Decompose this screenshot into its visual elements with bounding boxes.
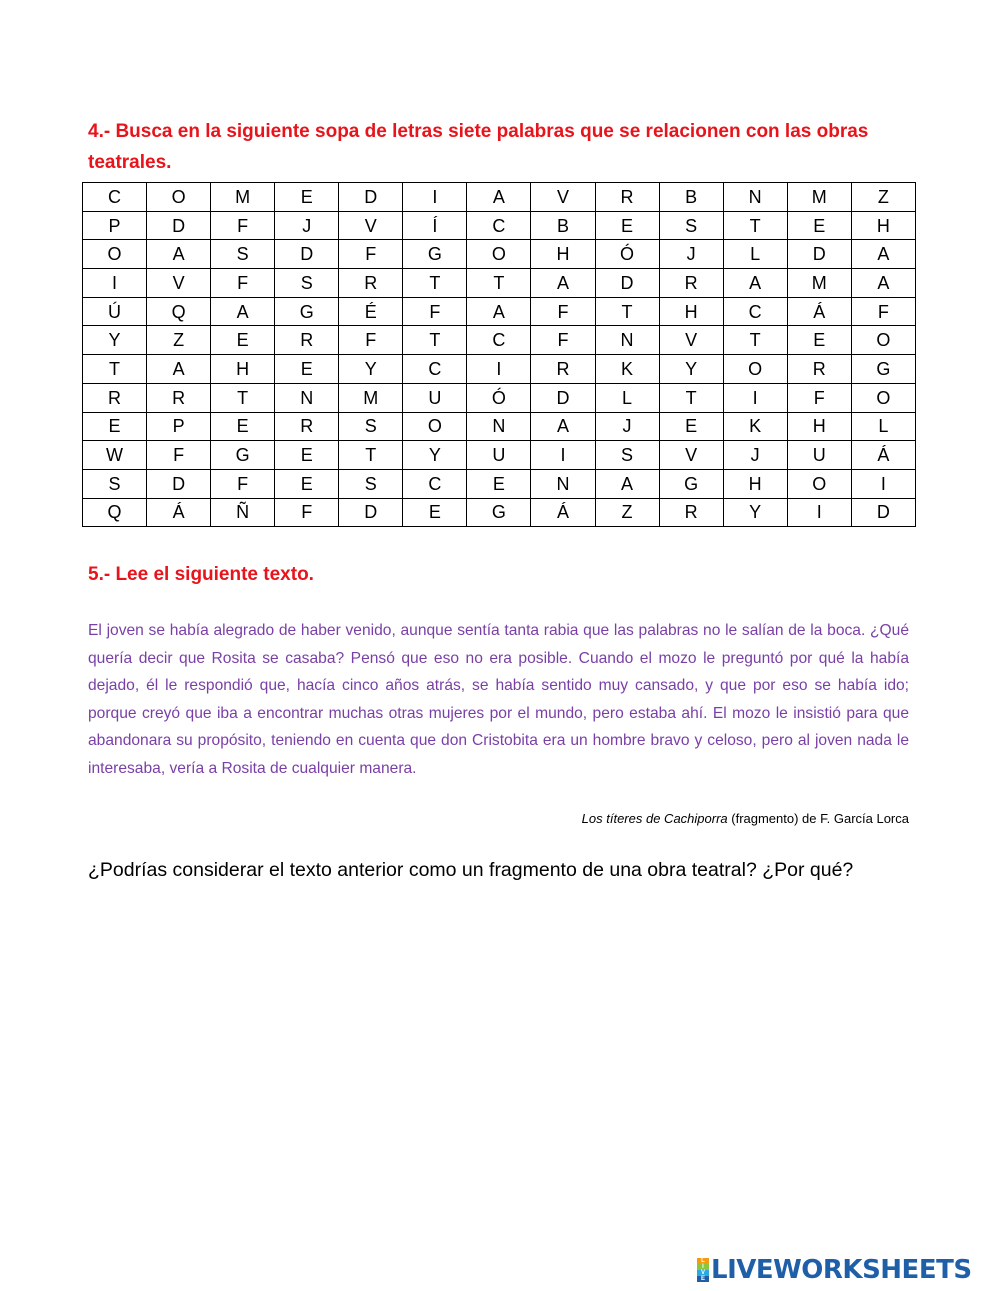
grid-cell: A xyxy=(211,297,275,326)
logo-letter: L xyxy=(697,1258,709,1264)
grid-cell: E xyxy=(83,412,147,441)
grid-cell: R xyxy=(147,383,211,412)
grid-cell: F xyxy=(275,498,339,527)
grid-cell: G xyxy=(211,441,275,470)
grid-cell: I xyxy=(787,498,851,527)
liveworksheets-brand xyxy=(697,1255,972,1285)
grid-cell: E xyxy=(403,498,467,527)
grid-cell: Á xyxy=(531,498,595,527)
grid-cell: I xyxy=(723,383,787,412)
grid-cell: F xyxy=(531,297,595,326)
grid-cell: Á xyxy=(787,297,851,326)
grid-cell: U xyxy=(787,441,851,470)
grid-cell: D xyxy=(851,498,915,527)
grid-cell: E xyxy=(595,211,659,240)
grid-cell: V xyxy=(339,211,403,240)
grid-cell: D xyxy=(339,183,403,212)
grid-row xyxy=(83,412,916,441)
grid-cell: E xyxy=(659,412,723,441)
liveworksheets-logo-icon xyxy=(697,1258,709,1282)
grid-cell: G xyxy=(403,240,467,269)
grid-cell: F xyxy=(211,269,275,298)
grid-cell: F xyxy=(147,441,211,470)
grid-cell: I xyxy=(851,469,915,498)
grid-cell: J xyxy=(659,240,723,269)
grid-row xyxy=(83,355,916,384)
grid-cell: A xyxy=(531,412,595,441)
grid-cell: J xyxy=(723,441,787,470)
grid-cell: I xyxy=(403,183,467,212)
grid-cell: R xyxy=(659,269,723,298)
grid-cell: B xyxy=(659,183,723,212)
grid-cell: É xyxy=(339,297,403,326)
question-text: ¿Podrías considerar el texto anterior como un fragmento de una obra teatral? ¿Por qué? xyxy=(88,859,854,881)
grid-cell: Ó xyxy=(467,383,531,412)
grid-cell: E xyxy=(275,355,339,384)
grid-cell: S xyxy=(339,469,403,498)
grid-cell: Y xyxy=(83,326,147,355)
grid-cell: A xyxy=(147,240,211,269)
grid-cell: L xyxy=(723,240,787,269)
brand-text: LIVEWORKSHEETS xyxy=(711,1255,972,1285)
grid-row xyxy=(83,269,916,298)
grid-row xyxy=(83,211,916,240)
reading-passage: El joven se había alegrado de haber venido, aunque sentía tanta rabia que las palabras no le salían de la boca. ¿Qué quería decir que Rosita se casaba? Pensó que eso no era posible. Cuando el mozo le preguntó por qué la había dejado, él le respondió que, hacía cinco años atrás, se había sentido muy cansado, y que por eso se había ido; porque creyó que iba a encontrar muchas otras mujeres por el mundo, pero estaba ahí. El mozo le insistió para que abandonara su propósito, teniendo en cuenta que don Cristobita era un hombre bravo y celoso, pero al joven nada le interesaba, vería a Rosita de cualquier manera. xyxy=(88,622,909,777)
grid-cell: F xyxy=(211,211,275,240)
grid-cell: D xyxy=(787,240,851,269)
grid-cell: R xyxy=(595,183,659,212)
grid-cell: Y xyxy=(659,355,723,384)
grid-cell: S xyxy=(339,412,403,441)
grid-cell: H xyxy=(723,469,787,498)
grid-cell: E xyxy=(211,326,275,355)
grid-cell: Á xyxy=(147,498,211,527)
grid-cell: G xyxy=(467,498,531,527)
grid-cell: R xyxy=(275,412,339,441)
grid-cell: Í xyxy=(403,211,467,240)
grid-cell: O xyxy=(467,240,531,269)
grid-cell: C xyxy=(723,297,787,326)
grid-cell: C xyxy=(467,326,531,355)
grid-row xyxy=(83,383,916,412)
grid-cell: D xyxy=(147,469,211,498)
grid-cell: C xyxy=(403,355,467,384)
grid-cell: C xyxy=(403,469,467,498)
grid-cell: D xyxy=(275,240,339,269)
grid-cell: Ó xyxy=(595,240,659,269)
logo-letter: I xyxy=(697,1264,709,1270)
grid-cell: R xyxy=(339,269,403,298)
grid-cell: F xyxy=(403,297,467,326)
grid-cell: A xyxy=(531,269,595,298)
grid-cell: O xyxy=(787,469,851,498)
word-search-grid xyxy=(82,182,916,527)
grid-cell: V xyxy=(147,269,211,298)
grid-cell: U xyxy=(403,383,467,412)
grid-cell: M xyxy=(211,183,275,212)
grid-cell: V xyxy=(659,326,723,355)
grid-row xyxy=(83,326,916,355)
grid-cell: S xyxy=(659,211,723,240)
grid-cell: T xyxy=(83,355,147,384)
grid-cell: Q xyxy=(83,498,147,527)
grid-cell: R xyxy=(275,326,339,355)
grid-cell: K xyxy=(723,412,787,441)
grid-cell: T xyxy=(211,383,275,412)
grid-cell: F xyxy=(531,326,595,355)
grid-cell: G xyxy=(275,297,339,326)
grid-cell: Q xyxy=(147,297,211,326)
grid-cell: S xyxy=(83,469,147,498)
grid-cell: T xyxy=(659,383,723,412)
logo-letter: E xyxy=(697,1276,709,1282)
grid-cell: R xyxy=(659,498,723,527)
grid-cell: Ñ xyxy=(211,498,275,527)
grid-cell: Á xyxy=(851,441,915,470)
grid-cell: N xyxy=(723,183,787,212)
grid-cell: O xyxy=(403,412,467,441)
grid-cell: V xyxy=(659,441,723,470)
grid-cell: E xyxy=(275,469,339,498)
grid-cell: O xyxy=(83,240,147,269)
grid-cell: M xyxy=(339,383,403,412)
grid-cell: F xyxy=(211,469,275,498)
citation-work-title: Los títeres de Cachiporra xyxy=(581,811,728,826)
grid-cell: K xyxy=(595,355,659,384)
grid-cell: N xyxy=(467,412,531,441)
grid-cell: O xyxy=(723,355,787,384)
grid-cell: R xyxy=(83,383,147,412)
grid-cell: O xyxy=(851,383,915,412)
grid-cell: D xyxy=(595,269,659,298)
grid-cell: A xyxy=(851,269,915,298)
grid-cell: E xyxy=(467,469,531,498)
grid-cell: C xyxy=(467,211,531,240)
grid-cell: A xyxy=(595,469,659,498)
grid-cell: Z xyxy=(595,498,659,527)
grid-cell: T xyxy=(403,269,467,298)
grid-cell: R xyxy=(531,355,595,384)
grid-cell: U xyxy=(467,441,531,470)
exercise-4-heading: 4.- Busca en la siguiente sopa de letras siete palabras que se relacionen con las obras teatrales. xyxy=(88,121,869,173)
passage-citation xyxy=(582,810,909,828)
grid-cell: Ú xyxy=(83,297,147,326)
grid-cell: P xyxy=(83,211,147,240)
exercise-5-heading: 5.- Lee el siguiente texto. xyxy=(88,564,314,585)
grid-cell: S xyxy=(275,269,339,298)
grid-cell: E xyxy=(275,183,339,212)
grid-cell: H xyxy=(211,355,275,384)
grid-cell: F xyxy=(851,297,915,326)
grid-cell: T xyxy=(595,297,659,326)
citation-author: (fragmento) de F. García Lorca xyxy=(727,811,909,826)
grid-cell: S xyxy=(211,240,275,269)
grid-row xyxy=(83,441,916,470)
grid-row xyxy=(83,297,916,326)
grid-cell: A xyxy=(147,355,211,384)
grid-cell: D xyxy=(339,498,403,527)
grid-cell: E xyxy=(787,326,851,355)
grid-cell: R xyxy=(787,355,851,384)
grid-cell: N xyxy=(531,469,595,498)
grid-cell: J xyxy=(595,412,659,441)
grid-cell: T xyxy=(467,269,531,298)
grid-cell: T xyxy=(403,326,467,355)
grid-cell: F xyxy=(339,326,403,355)
grid-cell: E xyxy=(787,211,851,240)
grid-cell: A xyxy=(467,297,531,326)
grid-cell: A xyxy=(467,183,531,212)
grid-cell: M xyxy=(787,269,851,298)
grid-cell: D xyxy=(147,211,211,240)
grid-cell: B xyxy=(531,211,595,240)
grid-cell: F xyxy=(787,383,851,412)
grid-cell: I xyxy=(531,441,595,470)
grid-cell: M xyxy=(787,183,851,212)
grid-cell: Z xyxy=(147,326,211,355)
grid-cell: Y xyxy=(723,498,787,527)
grid-cell: T xyxy=(723,326,787,355)
grid-cell: A xyxy=(723,269,787,298)
grid-cell: Z xyxy=(851,183,915,212)
grid-cell: Y xyxy=(403,441,467,470)
grid-cell: E xyxy=(211,412,275,441)
grid-cell: T xyxy=(339,441,403,470)
logo-letter: V xyxy=(697,1270,709,1276)
grid-cell: P xyxy=(147,412,211,441)
grid-cell: G xyxy=(659,469,723,498)
grid-cell: J xyxy=(275,211,339,240)
grid-cell: L xyxy=(595,383,659,412)
grid-row xyxy=(83,469,916,498)
grid-cell: W xyxy=(83,441,147,470)
grid-row xyxy=(83,240,916,269)
grid-cell: S xyxy=(595,441,659,470)
grid-cell: I xyxy=(467,355,531,384)
grid-cell: N xyxy=(275,383,339,412)
grid-cell: I xyxy=(83,269,147,298)
grid-cell: N xyxy=(595,326,659,355)
grid-cell: T xyxy=(723,211,787,240)
grid-cell: H xyxy=(531,240,595,269)
grid-cell: O xyxy=(851,326,915,355)
grid-row xyxy=(83,183,916,212)
grid-cell: C xyxy=(83,183,147,212)
grid-cell: H xyxy=(659,297,723,326)
grid-cell: V xyxy=(531,183,595,212)
grid-cell: G xyxy=(851,355,915,384)
grid-row xyxy=(83,498,916,527)
grid-cell: H xyxy=(851,211,915,240)
grid-cell: F xyxy=(339,240,403,269)
grid-cell: E xyxy=(275,441,339,470)
grid-cell: L xyxy=(851,412,915,441)
grid-cell: A xyxy=(851,240,915,269)
grid-cell: O xyxy=(147,183,211,212)
grid-cell: H xyxy=(787,412,851,441)
grid-cell: Y xyxy=(339,355,403,384)
grid-cell: D xyxy=(531,383,595,412)
